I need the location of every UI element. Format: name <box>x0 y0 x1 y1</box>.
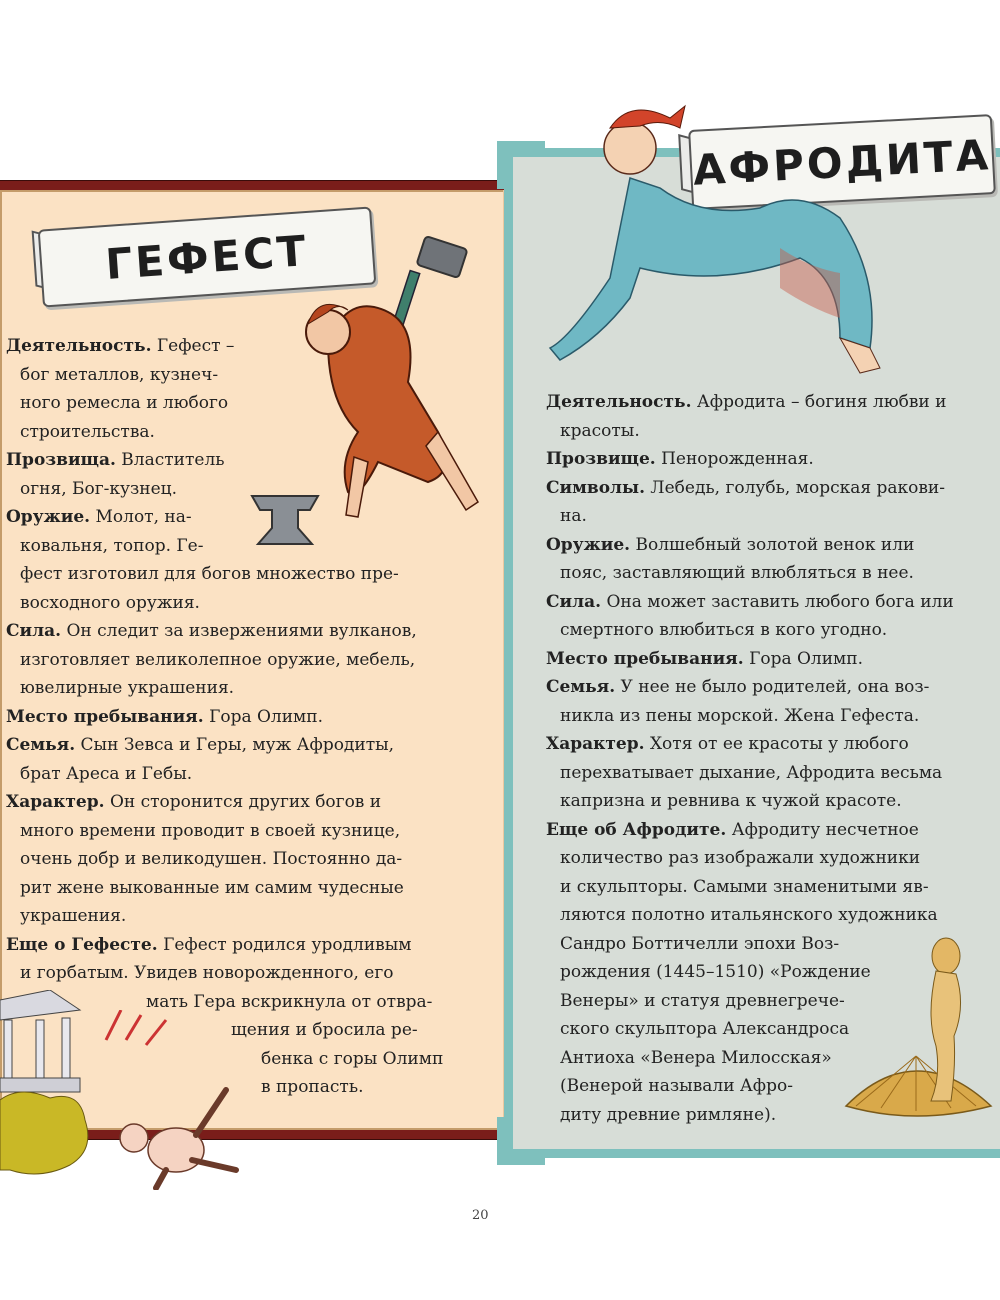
text-line <box>546 388 996 417</box>
field-text: красоты. <box>560 420 640 441</box>
text-line <box>546 730 996 759</box>
field-text: огня, Бог-кузнец. <box>20 478 178 499</box>
text-line <box>6 475 260 504</box>
field-text: Молот, на- <box>90 507 192 527</box>
field-text: ного ремесла и любого <box>20 393 229 413</box>
field-text: Гефест родился уродливым <box>157 934 412 955</box>
field-label: Сила. <box>546 591 602 612</box>
text-line <box>546 816 996 845</box>
field-label: Сила. <box>6 621 62 641</box>
text-line <box>546 930 905 959</box>
text-line <box>261 1073 461 1102</box>
field-text: на. <box>560 506 587 526</box>
text-line <box>231 1016 461 1045</box>
field-label: Характер. <box>6 792 105 812</box>
text-line <box>261 1045 461 1074</box>
field-text: смертного влюбиться в кого угодно. <box>560 620 888 640</box>
field-text: Афродиту несчетное <box>726 819 919 840</box>
field-text: рит жене выкованные им самим чудесные <box>20 877 404 898</box>
text-line <box>546 901 996 930</box>
field-text: Антиоха «Венера Милосская» <box>560 1047 832 1068</box>
field-text: Пенорожденная. <box>655 449 814 469</box>
field-text: и горбатым. Увидев новорожденного, его <box>20 963 394 983</box>
field-text: ковальня, топор. Ге- <box>20 535 204 556</box>
text-line <box>6 332 256 361</box>
field-label: Характер. <box>546 734 645 754</box>
field-text: Она может заставить любого бога или <box>601 591 954 612</box>
field-text: никла из пены морской. Жена Гефеста. <box>560 705 920 726</box>
text-line <box>6 389 270 418</box>
text-line <box>6 646 461 675</box>
field-label: Место пребывания. <box>6 706 204 727</box>
text-line <box>546 445 996 474</box>
text-line <box>6 560 461 589</box>
text-line <box>6 845 461 874</box>
field-text: щения и бросила ре- <box>231 1020 418 1040</box>
field-text: изготовляет великолепное оружие, мебель, <box>20 649 416 670</box>
page-number: 20 <box>472 1208 489 1223</box>
field-text: в пропасть. <box>261 1077 364 1097</box>
text-line <box>6 731 461 760</box>
text-line <box>6 589 461 618</box>
field-text: У нее не было родителей, она воз- <box>615 677 930 697</box>
text-line <box>6 674 461 703</box>
text-line <box>6 874 461 903</box>
text-line <box>6 703 461 732</box>
field-label: Место пребывания. <box>546 648 744 669</box>
field-text: фест изготовил для богов множество пре- <box>20 564 399 584</box>
hephaestus-title: ГЕФЕСТ <box>103 225 311 289</box>
text-line <box>6 931 461 960</box>
field-label: Деятельность. <box>546 392 692 412</box>
text-line <box>546 1101 830 1130</box>
field-text: ского скульптора Александроса <box>560 1019 850 1039</box>
field-text: рождения (1445–1510) «Рождение <box>560 962 871 982</box>
text-line <box>6 617 461 646</box>
text-line <box>6 788 461 817</box>
field-text: ляются полотно итальянского художника <box>560 905 938 925</box>
field-text: Хотя от ее красоты у любого <box>644 734 909 754</box>
field-label: Символы. <box>546 477 646 498</box>
field-text: Венеры» и статуя древнегрече- <box>560 990 845 1011</box>
field-text: Сын Зевса и Геры, муж Афродиты, <box>75 735 395 755</box>
field-text: Он следит за извержениями вулканов, <box>61 621 417 641</box>
field-label: Оружие. <box>6 507 91 527</box>
text-line <box>6 418 270 447</box>
field-text: Гефест – <box>151 336 235 356</box>
field-text: диту древние римляне). <box>560 1104 777 1125</box>
text-line <box>546 531 996 560</box>
field-text: перехватывает дыхание, Афродита весьма <box>560 762 943 783</box>
field-text: строительства. <box>20 421 155 442</box>
field-text: брат Ареса и Гебы. <box>20 763 193 784</box>
field-label: Еще о Гефесте. <box>6 934 158 955</box>
text-line <box>546 787 996 816</box>
field-text: бенка с горы Олимп <box>261 1048 444 1069</box>
text-line <box>546 1044 870 1073</box>
text-line <box>546 417 996 446</box>
field-text: мать Гера вскрикнула от отвра- <box>146 991 433 1012</box>
text-line <box>6 361 270 390</box>
text-line <box>546 759 996 788</box>
text-line <box>546 616 996 645</box>
field-label: Семья. <box>546 677 616 697</box>
field-label: Оружие. <box>546 534 631 555</box>
text-line <box>6 532 245 561</box>
text-line <box>546 958 905 987</box>
field-text: украшения. <box>20 906 127 926</box>
text-line <box>546 1072 830 1101</box>
field-text: капризна и ревнива к чужой красоте. <box>560 791 902 811</box>
text-line <box>6 817 461 846</box>
text-line <box>546 673 996 702</box>
aphrodite-text <box>546 388 996 1129</box>
text-line <box>546 474 996 503</box>
text-line <box>546 844 996 873</box>
field-text: восходного оружия. <box>20 592 200 613</box>
field-text: Властитель <box>115 450 225 470</box>
aphrodite-title: АФРОДИТА <box>691 129 993 195</box>
text-line <box>6 760 461 789</box>
text-line <box>546 873 996 902</box>
field-text: Гора Олимп. <box>743 648 864 669</box>
text-line <box>6 959 461 988</box>
field-label: Семья. <box>6 735 76 755</box>
field-text: Лебедь, голубь, морская ракови- <box>645 477 946 498</box>
field-text: ювелирные украшения. <box>20 678 235 698</box>
field-label: Деятельность. <box>6 336 152 356</box>
text-line <box>546 987 905 1016</box>
text-line <box>546 502 996 531</box>
text-line <box>6 503 231 532</box>
field-text: пояс, заставляющий влюбляться в нее. <box>560 563 914 583</box>
aphrodite-illustration <box>540 98 900 378</box>
field-text: Сандро Боттичелли эпохи Воз- <box>560 933 840 954</box>
text-line <box>546 645 996 674</box>
field-text: Гора Олимп. <box>203 706 324 727</box>
text-line <box>546 559 996 588</box>
text-line <box>146 988 461 1017</box>
text-line <box>546 702 996 731</box>
field-text: Афродита – богиня любви и <box>691 392 947 412</box>
field-label: Еще об Афродите. <box>546 819 727 840</box>
text-line <box>546 588 996 617</box>
field-text: Он сторонится других богов и <box>104 792 382 812</box>
text-line <box>6 902 461 931</box>
field-text: много времени проводит в своей кузнице, <box>20 820 401 841</box>
text-line <box>546 1015 905 1044</box>
field-text: очень добр и великодушен. Постоянно да- <box>20 849 403 869</box>
field-text: бог металлов, кузнеч- <box>20 364 219 385</box>
field-label: Прозвища. <box>6 450 116 470</box>
field-text: Волшебный золотой венок или <box>630 534 915 555</box>
hephaestus-text <box>6 332 461 1102</box>
text-line <box>6 446 246 475</box>
field-text: и скульпторы. Самыми знаменитыми яв- <box>560 876 929 897</box>
field-text: количество раз изображали художники <box>560 848 921 868</box>
field-text: (Венерой называли Афро- <box>560 1076 793 1096</box>
field-label: Прозвище. <box>546 449 656 469</box>
